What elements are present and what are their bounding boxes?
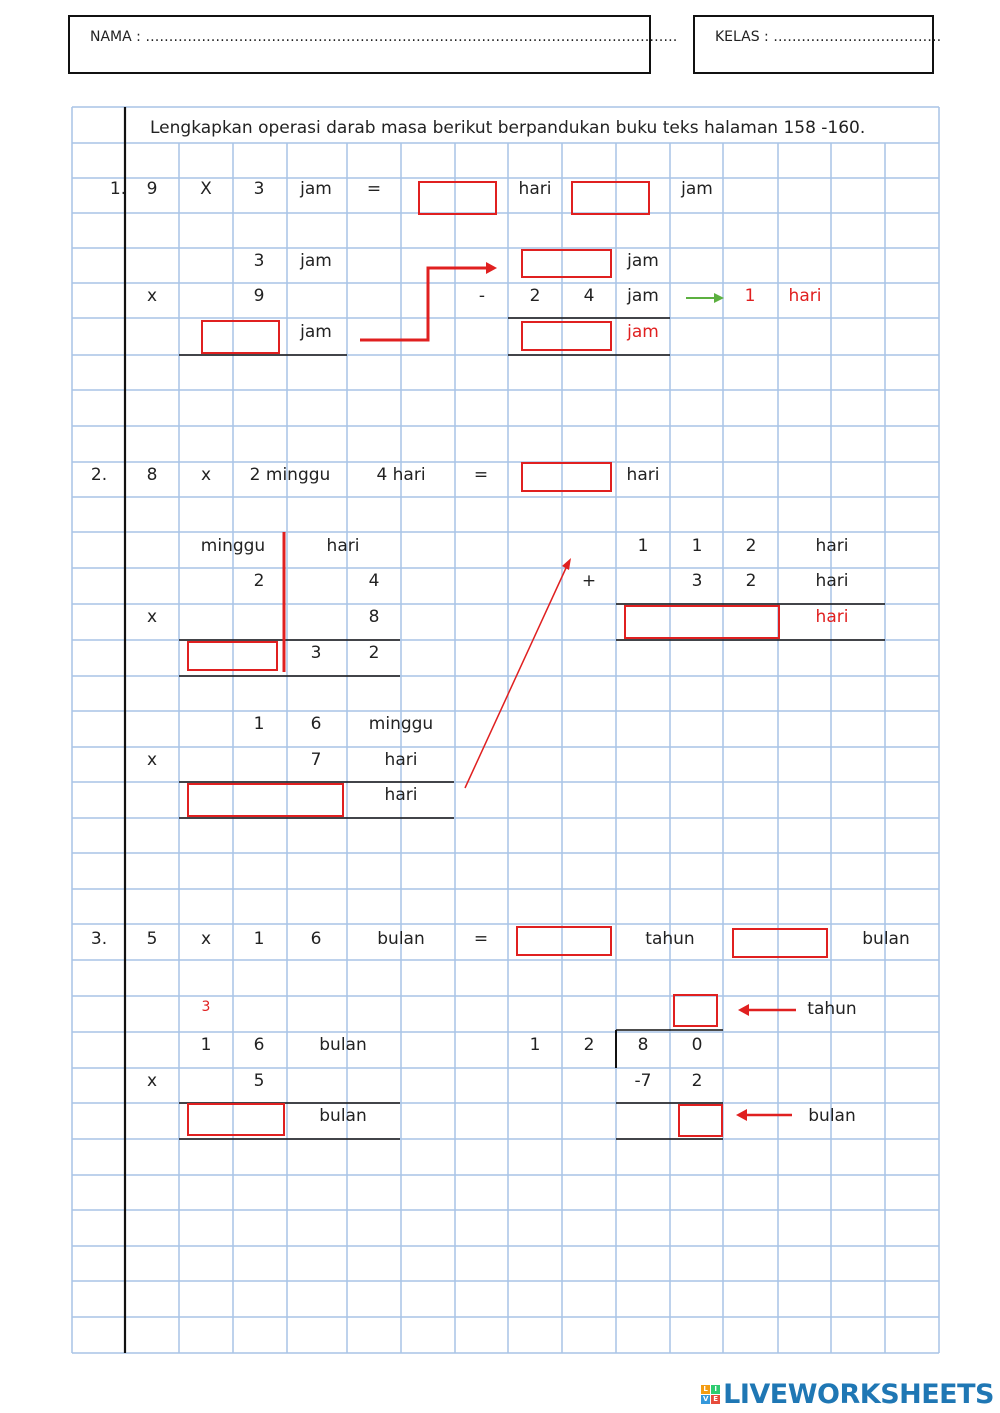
q3-m-result-unit: bulan: [319, 1106, 367, 1126]
q3-answer-tahun[interactable]: [516, 926, 612, 956]
arrowhead-q1: [486, 262, 497, 274]
q2-add-e1: 3: [691, 571, 703, 591]
q3-number: 3.: [90, 929, 108, 949]
q2-w2-d1: 1: [253, 714, 265, 734]
q2-w2-multiplier: 7: [310, 750, 322, 770]
q3-carry: 3: [201, 999, 211, 1015]
q2-days: 4 hari: [376, 465, 426, 485]
q1-sub-minus: -: [478, 286, 486, 306]
arrowhead-tahun: [738, 1004, 749, 1016]
q3-divisor-d1: 1: [529, 1035, 541, 1055]
q2-add-d2: 1: [691, 536, 703, 556]
q1-equals: =: [366, 179, 382, 199]
name-label: NAMA : ……………………………………………………………………………………………………: [90, 29, 678, 45]
q2-add-unit2: hari: [815, 571, 849, 591]
q2-number: 2.: [90, 465, 108, 485]
q1-work-top-unit: jam: [300, 251, 332, 271]
q2-add-result[interactable]: [624, 605, 780, 639]
q2-head-minggu: minggu: [200, 536, 266, 556]
q3-operator: x: [200, 929, 212, 949]
q2-w1-result-weeks[interactable]: [187, 641, 278, 671]
q3-m-d1: 1: [200, 1035, 212, 1055]
q2-w2-result[interactable]: [187, 783, 344, 817]
q3-answer-bulan[interactable]: [732, 928, 828, 958]
q3-value-d1: 1: [253, 929, 265, 949]
q1-sub-digit2: 4: [583, 286, 595, 306]
q1-conv-unit: hari: [788, 286, 822, 306]
q3-label-bulan: bulan: [808, 1106, 856, 1126]
q2-w1-days: 4: [368, 571, 380, 591]
class-label: KELAS : ………………………………: [715, 29, 942, 45]
q1-sub-top[interactable]: [521, 249, 612, 278]
q1-unit-hari: hari: [518, 179, 552, 199]
q2-w2-result-unit: hari: [384, 785, 418, 805]
q2-w1-result-d2: 2: [368, 643, 380, 663]
q3-m-multiplier: 5: [253, 1071, 265, 1091]
q2-w1-times: x: [146, 607, 158, 627]
q3-dividend-d1: 8: [637, 1035, 649, 1055]
q2-equals: =: [473, 465, 489, 485]
q1-sub-unit: jam: [627, 286, 659, 306]
q3-label-tahun: tahun: [807, 999, 857, 1019]
q2-head-hari: hari: [326, 536, 360, 556]
q3-remainder-box[interactable]: [678, 1104, 723, 1137]
q1-work-times: x: [146, 286, 158, 306]
q1-unit-jam: jam: [681, 179, 713, 199]
q3-quotient-box[interactable]: [673, 994, 718, 1027]
q2-w1-weeks: 2: [253, 571, 265, 591]
q3-m-times: x: [146, 1071, 158, 1091]
q1-work-top: 3: [253, 251, 265, 271]
q1-sub-result-unit: jam: [627, 322, 659, 342]
connector-arrow-q1: [360, 268, 488, 340]
q3-m-result[interactable]: [187, 1103, 285, 1136]
q1-work-result[interactable]: [201, 320, 280, 354]
q3-unit: bulan: [377, 929, 425, 949]
q3-unit-bulan: bulan: [862, 929, 910, 949]
q3-dividend-d2: 0: [691, 1035, 703, 1055]
q2-operator: x: [200, 465, 212, 485]
q3-multiplier: 5: [146, 929, 158, 949]
q2-weeks: 2 minggu: [249, 465, 331, 485]
q2-unit-hari: hari: [626, 465, 660, 485]
q1-answer-hari[interactable]: [418, 181, 497, 215]
q1-sub-result[interactable]: [521, 321, 612, 351]
q2-add-d1: 1: [637, 536, 649, 556]
q3-divisor-d2: 2: [583, 1035, 595, 1055]
q1-sub-digit1: 2: [529, 286, 541, 306]
q1-operator: X: [200, 179, 212, 199]
connector-arrow-q2: [465, 568, 566, 788]
instruction-text: Lengkapkan operasi darab masa berikut berpandukan buku teks halaman 158 -160.: [150, 118, 866, 138]
q2-add-result-unit: hari: [815, 607, 849, 627]
q2-w1-result-d1: 3: [310, 643, 322, 663]
q3-m-unit: bulan: [319, 1035, 367, 1055]
q3-sub-d1: -7: [634, 1071, 652, 1091]
q2-w2-mul-unit: hari: [384, 750, 418, 770]
q2-answer-hari[interactable]: [521, 462, 612, 492]
q1-work-multiplier: 9: [253, 286, 265, 306]
q1-number: 1.: [109, 179, 127, 199]
q1-answer-jam[interactable]: [571, 181, 650, 215]
q3-unit-tahun: tahun: [645, 929, 695, 949]
q1-work-result-unit: jam: [300, 322, 332, 342]
q3-value-d2: 6: [310, 929, 322, 949]
q2-add-unit1: hari: [815, 536, 849, 556]
q1-sub-top-unit: jam: [627, 251, 659, 271]
q3-equals: =: [473, 929, 489, 949]
q2-w1-multiplier: 8: [368, 607, 380, 627]
liveworksheets-logo: [701, 1377, 994, 1411]
q2-add-e2: 2: [745, 571, 757, 591]
q3-m-d2: 6: [253, 1035, 265, 1055]
q2-add-plus: +: [581, 571, 597, 591]
q2-w2-unit: minggu: [368, 714, 434, 734]
q1-value: 3: [253, 179, 265, 199]
q1-multiplier: 9: [146, 179, 158, 199]
logo-mark-icon: L I V E: [701, 1385, 720, 1404]
underlines: [125, 107, 885, 1353]
q1-conv-value: 1: [744, 286, 756, 306]
q3-sub-d2: 2: [691, 1071, 703, 1091]
arrowhead-bulan: [736, 1109, 747, 1121]
q2-add-d3: 2: [745, 536, 757, 556]
q2-w2-times: x: [146, 750, 158, 770]
q2-w2-d2: 6: [310, 714, 322, 734]
q2-multiplier: 8: [146, 465, 158, 485]
logo-text: LIVEWORKSHEETS: [723, 1378, 994, 1410]
q1-unit: jam: [300, 179, 332, 199]
